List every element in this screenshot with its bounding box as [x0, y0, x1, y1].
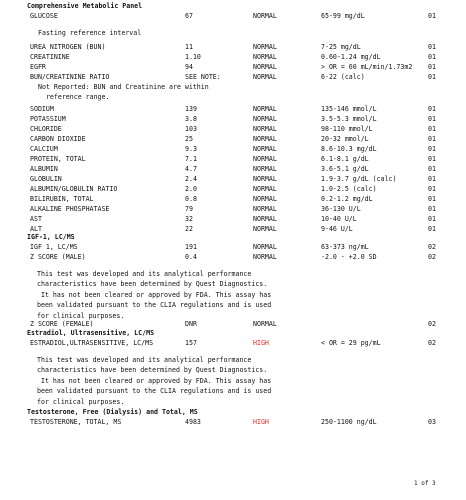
test-result: 157: [185, 339, 197, 347]
test-lab: 01: [428, 73, 436, 81]
test-lab: 01: [428, 135, 436, 143]
test-lab: 01: [428, 215, 436, 223]
test-result: 11: [185, 43, 193, 51]
test-flag: NORMAL: [253, 215, 277, 223]
table-row-glucose: [0, 11, 466, 21]
test-reference: 98-110 mmol/L: [321, 125, 373, 133]
test-result: 3.8: [185, 115, 197, 123]
test-reference: 0.60-1.24 mg/dL: [321, 53, 381, 61]
test-flag: NORMAL: [253, 115, 277, 123]
test-reference: 6-22 (calc): [321, 73, 365, 81]
test-name: CHLORIDE: [30, 125, 62, 133]
table-row-bilirubin-total: [0, 194, 466, 204]
test-lab: 02: [428, 243, 436, 251]
test-reference: 250-1100 ng/dL: [321, 418, 377, 426]
test-name: GLOBULIN: [30, 175, 62, 183]
test-name: ALKALINE PHOSPHATASE: [30, 205, 110, 213]
test-result: 0.8: [185, 195, 197, 203]
table-row-ast: [0, 214, 466, 224]
test-reference: 36-130 U/L: [321, 205, 361, 213]
test-lab: 01: [428, 195, 436, 203]
table-row-carbon-dioxide: [0, 134, 466, 144]
test-flag-high: HIGH: [253, 339, 269, 347]
test-name: AST: [30, 215, 42, 223]
test-lab: 01: [428, 53, 436, 61]
test-lab: 01: [428, 155, 436, 163]
test-result: 9.3: [185, 145, 197, 153]
test-reference: < OR = 29 pg/mL: [321, 339, 381, 347]
test-flag: NORMAL: [253, 125, 277, 133]
test-lab: 01: [428, 12, 436, 20]
test-reference: 1.9-3.7 g/dL (calc): [321, 175, 397, 183]
test-result: 103: [185, 125, 197, 133]
igf-disclaimer-note: This test was developed and its analytical performance characteristics have been determined by Quest Diagnostics. It has not been cleared or approved by FDA. This assay has been validated pursuant to the CLIA regulations and is used for clinical purposes.: [37, 270, 272, 320]
test-reference: 63-373 ng/mL: [321, 243, 369, 251]
table-row-calcium: [0, 144, 466, 154]
test-reference: 6.1-8.1 g/dL: [321, 155, 369, 163]
test-name: TESTOSTERONE, TOTAL, MS: [30, 418, 122, 426]
test-result: 79: [185, 205, 193, 213]
test-reference: 9-46 U/L: [321, 225, 353, 233]
test-name: ALBUMIN/GLOBULIN RATIO: [30, 185, 118, 193]
test-name: CARBON DIOXIDE: [30, 135, 86, 143]
test-lab: 02: [428, 339, 436, 347]
test-lab: 01: [428, 185, 436, 193]
test-result: 4983: [185, 418, 201, 426]
test-lab: 03: [428, 418, 436, 426]
table-row-estradiol: [0, 338, 466, 348]
test-result: DNR: [185, 320, 197, 328]
test-flag: NORMAL: [253, 145, 277, 153]
test-name: POTASSIUM: [30, 115, 66, 123]
test-flag: NORMAL: [253, 225, 277, 233]
page-number: 1 of 3: [414, 480, 436, 487]
test-name: BUN/CREATININE RATIO: [30, 73, 110, 81]
table-row-protein-total: [0, 154, 466, 164]
test-lab: 01: [428, 115, 436, 123]
test-flag: NORMAL: [253, 205, 277, 213]
test-reference: 3.5-5.3 mmol/L: [321, 115, 377, 123]
test-lab: 01: [428, 125, 436, 133]
test-name: Z SCORE (FEMALE): [30, 320, 94, 328]
fasting-note: Fasting reference interval: [38, 29, 142, 37]
table-row-z-score-male: [0, 252, 466, 262]
test-name: EGFR: [30, 63, 46, 71]
test-reference: 8.6-10.3 mg/dL: [321, 145, 377, 153]
test-flag: NORMAL: [253, 105, 277, 113]
table-row-chloride: [0, 124, 466, 134]
test-name: CALCIUM: [30, 145, 58, 153]
test-flag: NORMAL: [253, 12, 277, 20]
test-flag: NORMAL: [253, 135, 277, 143]
table-row-bun-creatinine-ratio: [0, 72, 466, 82]
test-reference: 65-99 mg/dL: [321, 12, 365, 20]
test-result: 7.1: [185, 155, 197, 163]
test-name: SODIUM: [30, 105, 54, 113]
test-flag: NORMAL: [253, 73, 277, 81]
test-result: 2.4: [185, 175, 197, 183]
test-lab: 01: [428, 43, 436, 51]
test-reference: 1.0-2.5 (calc): [321, 185, 377, 193]
test-lab: 02: [428, 320, 436, 328]
test-reference: 135-146 mmol/L: [321, 105, 377, 113]
test-result: 0.4: [185, 253, 197, 261]
test-reference: 10-40 U/L: [321, 215, 357, 223]
test-lab: 01: [428, 105, 436, 113]
test-result: 67: [185, 12, 193, 20]
table-row-sodium: [0, 104, 466, 114]
table-row-alkaline-phosphatase: [0, 204, 466, 214]
bun-ratio-note: Not Reported: BUN and Creatinine are within reference range.: [38, 83, 209, 102]
section-header-testosterone: Testosterone, Free (Dialysis) and Total, MS: [27, 408, 198, 416]
test-lab: 01: [428, 165, 436, 173]
table-row-creatinine: [0, 52, 466, 62]
test-name: ALBUMIN: [30, 165, 58, 173]
test-flag: NORMAL: [253, 195, 277, 203]
test-flag: NORMAL: [253, 320, 277, 328]
test-flag: NORMAL: [253, 175, 277, 183]
section-header-cmp: Comprehensive Metabolic Panel: [27, 2, 143, 10]
test-result: 2.0: [185, 185, 197, 193]
test-lab: 02: [428, 253, 436, 261]
test-result: SEE NOTE:: [185, 73, 221, 81]
test-name: CREATININE: [30, 53, 70, 61]
table-row-testosterone-total: [0, 417, 466, 427]
test-lab: 01: [428, 63, 436, 71]
table-row-albumin-globulin-ratio: [0, 184, 466, 194]
test-reference: > OR = 60 mL/min/1.73m2: [321, 63, 413, 71]
test-name: UREA NITROGEN (BUN): [30, 43, 106, 51]
test-flag: NORMAL: [253, 253, 277, 261]
table-row-potassium: [0, 114, 466, 124]
test-flag: NORMAL: [253, 155, 277, 163]
test-reference: -2.0 - +2.0 SD: [321, 253, 377, 261]
table-row-igf1: [0, 242, 466, 252]
test-lab: 01: [428, 225, 436, 233]
test-result: 94: [185, 63, 193, 71]
test-flag: NORMAL: [253, 185, 277, 193]
test-result: 25: [185, 135, 193, 143]
test-name: BILIRUBIN, TOTAL: [30, 195, 94, 203]
estradiol-disclaimer-note: This test was developed and its analytical performance characteristics have been determined by Quest Diagnostics. It has not been cleared or approved by FDA. This assay has been validated pursuant to the CLIA regulations and is used for clinical purposes.: [37, 356, 272, 406]
test-flag: NORMAL: [253, 165, 277, 173]
test-flag: NORMAL: [253, 53, 277, 61]
test-result: 32: [185, 215, 193, 223]
test-name: PROTEIN, TOTAL: [30, 155, 86, 163]
test-name: GLUCOSE: [30, 12, 58, 20]
test-result: 191: [185, 243, 197, 251]
test-flag: NORMAL: [253, 243, 277, 251]
section-header-igf: IGF-1, LC/MS: [27, 233, 75, 241]
test-reference: 7-25 mg/dL: [321, 43, 361, 51]
table-row-bun: [0, 42, 466, 52]
test-result: 1.10: [185, 53, 201, 61]
test-lab: 01: [428, 145, 436, 153]
test-name: ESTRADIOL,ULTRASENSITIVE, LC/MS: [30, 339, 154, 347]
test-result: 22: [185, 225, 193, 233]
test-lab: 01: [428, 175, 436, 183]
test-lab: 01: [428, 205, 436, 213]
test-name: Z SCORE (MALE): [30, 253, 86, 261]
test-result: 4.7: [185, 165, 197, 173]
test-flag: NORMAL: [253, 43, 277, 51]
test-name: ALT: [30, 225, 42, 233]
table-row-albumin: [0, 164, 466, 174]
section-header-estradiol: Estradiol, Ultrasensitive, LC/MS: [27, 329, 155, 337]
test-name: IGF 1, LC/MS: [30, 243, 78, 251]
test-reference: 0.2-1.2 mg/dL: [321, 195, 373, 203]
table-row-egfr: [0, 62, 466, 72]
table-row-globulin: [0, 174, 466, 184]
test-flag: NORMAL: [253, 63, 277, 71]
test-flag-high: HIGH: [253, 418, 269, 426]
test-reference: 3.6-5.1 g/dL: [321, 165, 369, 173]
test-result: 139: [185, 105, 197, 113]
test-reference: 20-32 mmol/L: [321, 135, 369, 143]
